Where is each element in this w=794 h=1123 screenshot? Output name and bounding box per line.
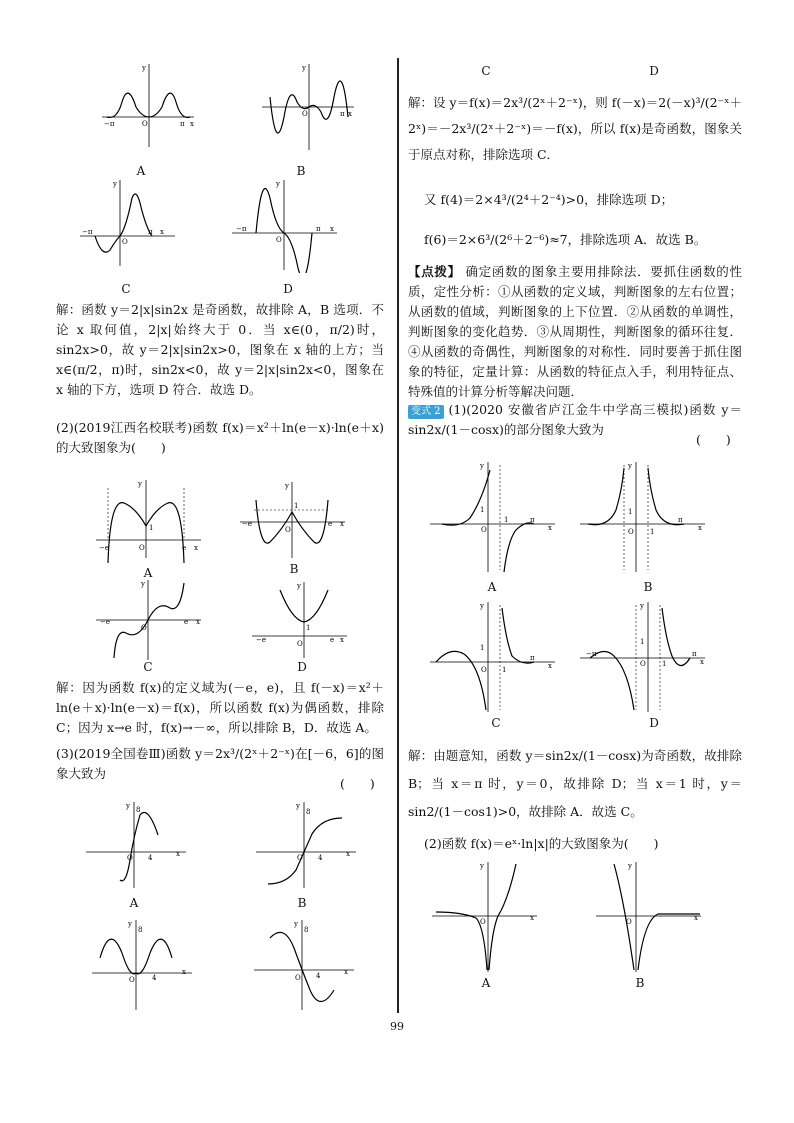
svg-text:O: O [141,624,147,632]
svg-text:8: 8 [138,926,143,934]
svg-text:1: 1 [650,528,655,536]
svg-text:π: π [148,228,153,236]
page-number: 99 [390,1020,404,1033]
v1-solution: 解：由题意知，函数 y＝sin2x/(1－cosx)为奇函数，故排除 B；当 x＝π 时，y＝0，故排除 D；当 x＝1 时，y＝sin2/(1－cos1)>0，故排除 A．故选 C。 [408,748,742,819]
svg-text:O: O [122,238,128,246]
tip-body: 确定函数的图象主要用排除法．要抓住函数的性质，定性分析：①从函数的定义域，判断图象的左右位置；从函数的值域，判断图象的上下位置．②从函数的单调性，判断图象的变化趋势．③从周期性，判断图象的循环往复．④从函数的奇偶性，判断图象的对称性．同时要善于抓住图象的特征，定量计算：从函数的特征点入手，利用特征点、特殊值的计算分析等解决问题． [408,264,742,399]
svg-text:x: x [700,658,704,666]
variant-question-1 [408,400,742,440]
svg-text:y: y [480,602,484,610]
q3-label-c: C [481,64,491,78]
v2-label-a: A [481,976,491,990]
svg-text:x: x [344,968,348,976]
svg-text:y: y [640,602,644,610]
q1-label-d: D [283,282,293,296]
svg-text:y: y [285,482,289,490]
q1-graph-c [80,178,180,268]
svg-text:y: y [297,582,301,590]
q2-graph-d [252,580,352,660]
q3-graph-a [86,800,196,890]
svg-text:−π: −π [586,650,597,658]
svg-text:4: 4 [152,974,157,982]
q2-label-a: A [143,566,153,580]
svg-text:x: x [194,544,198,552]
svg-text:y: y [138,480,142,488]
q3-label-a: A [129,896,139,910]
svg-text:x: x [160,228,164,236]
svg-text:x: x [340,636,344,644]
svg-text:x: x [530,914,534,922]
svg-text:x: x [694,914,698,922]
v2-label-b: B [635,976,645,990]
svg-text:O: O [139,544,145,552]
svg-text:x: x [182,968,186,976]
svg-text:x: x [548,662,552,670]
q1-graph-b [262,62,357,152]
svg-text:O: O [481,666,487,674]
q2-graph-b [240,480,350,560]
q3-solution-part1: 解：设 y＝f(x)＝2x³/(2ˣ＋2⁻ˣ)，则 f(－x)＝2(－x)³/(2⁻ˣ＋2ˣ)＝－2x³/(2ˣ＋2⁻ˣ)＝－f(x)，所以 f(x)是奇函数，图象关于原点对称，排除选项 C． [408,95,742,162]
svg-text:−π: −π [82,228,93,236]
svg-text:−e: −e [256,636,267,644]
svg-text:π: π [678,516,683,524]
q3-stem: (3)(2019全国卷Ⅲ)函数 y＝2x³/(2ˣ＋2⁻ˣ)在[－6，6]的图象大致为 [56,746,384,781]
svg-text:O: O [626,918,632,926]
q2-solution: 解：因为函数 f(x)的定义域为(－e，e)，且 f(－x)＝x²＋ln(e＋x)·ln(e－x)＝f(x)，所以函数 f(x)为偶函数，排除 C；因为 x→e 时，f(x)→－∞，所以排除 B，D．故选 A。 [56,680,384,735]
q3-label-d: D [649,64,659,78]
svg-text:y: y [302,64,306,72]
svg-text:O: O [129,976,135,984]
q2-label-c: C [143,660,153,674]
svg-text:y: y [480,462,484,470]
svg-text:x: x [176,850,180,858]
svg-text:y: y [141,580,145,588]
svg-text:x: x [346,850,350,858]
v2-graph-a [432,860,542,975]
v1-graph-b [580,460,710,575]
svg-text:O: O [276,236,282,244]
svg-text:y: y [276,180,280,188]
svg-text:π: π [692,650,697,658]
q2-stem: (2)(2019江西名校联考)函数 f(x)＝x²＋ln(e－x)·ln(e＋x)的大致图象为( ) [56,420,384,455]
svg-text:O: O [142,120,148,128]
svg-text:π: π [530,516,535,524]
v1-label-a: A [487,580,497,594]
svg-text:−e: −e [100,618,111,626]
svg-text:−π: −π [236,225,247,233]
q1-label-a: A [136,164,146,178]
svg-text:−π: −π [104,120,115,128]
q3-solution-part2: 又 f(4)＝2×4³/(2⁴＋2⁻⁴)>0，排除选项 D； [424,192,674,207]
q2-label-d: D [297,660,307,674]
svg-text:π: π [530,654,535,662]
v1-label-d: D [649,716,659,730]
svg-text:1: 1 [294,502,299,510]
svg-text:π: π [180,120,185,128]
svg-text:y: y [294,920,298,928]
svg-text:4: 4 [148,854,153,862]
svg-text:y: y [113,180,117,188]
v1-label-b: B [643,580,653,594]
svg-text:8: 8 [136,806,141,814]
q3-graph-b [256,800,366,890]
svg-text:O: O [640,660,646,668]
svg-text:O: O [297,640,303,648]
svg-text:O: O [302,110,308,118]
svg-text:1: 1 [662,660,667,668]
svg-text:y: y [296,802,300,810]
svg-text:4: 4 [318,854,323,862]
svg-text:8: 8 [304,926,309,934]
q1-solution: 解：函数 y＝2|x|sin2x 是奇函数，故排除 A，B 选项．不论 x 取何值，2|x|始终大于 0．当 x∈(0，π/2)时，sin2x>0，故 y＝2|x|sin2x>0，图象在 x 轴的上方；当 x∈(π/2，π)时，sin2x<0，故 y＝2|x|sin2x<0，图象在 x 轴的下方，选项 D 符合．故选 D。 [56,302,384,397]
svg-text:1: 1 [149,524,154,532]
tip-title: 【点拨】 [408,264,461,279]
svg-text:π: π [340,110,345,118]
q1-graph-d [232,178,342,273]
svg-text:1: 1 [640,638,645,646]
svg-text:−e: −e [242,520,253,528]
svg-text:1: 1 [502,666,507,674]
svg-text:O: O [628,528,634,536]
svg-text:e: e [182,544,187,552]
svg-text:y: y [628,862,632,870]
v1-graph-a [430,460,560,575]
v1-answer-paren: ( ) [696,432,731,447]
v1-label-c: C [491,716,501,730]
svg-text:1: 1 [628,508,633,516]
svg-text:1: 1 [504,516,509,524]
variant-tag: 变式 2 [408,405,444,419]
svg-text:4: 4 [316,972,321,980]
svg-text:x: x [340,520,344,528]
q1-label-b: B [296,164,306,178]
q1-label-c: C [121,282,131,296]
variant-2-stem: (2)函数 f(x)＝eˣ·ln|x|的大致图象为( ) [424,836,659,851]
q2-graph-c [96,578,206,663]
svg-text:O: O [481,526,487,534]
svg-text:x: x [330,225,334,233]
svg-text:y: y [128,920,132,928]
svg-text:x: x [698,524,702,532]
svg-text:y: y [628,462,632,470]
v1-graph-d [580,600,710,715]
svg-text:O: O [297,854,303,862]
q3-answer-paren: ( ) [340,776,375,791]
q1-graph-a [102,62,197,152]
svg-text:π: π [316,225,321,233]
svg-text:y: y [480,862,484,870]
svg-text:1: 1 [480,506,485,514]
svg-text:x: x [196,618,200,626]
svg-text:8: 8 [306,808,311,816]
q3-graph-d [254,918,364,1013]
svg-text:e: e [184,618,189,626]
variant-1-stem: (1)(2020 安徽省庐江金牛中学高三模拟)函数 y＝sin2x/(1－cosx)的部分图象大致为 [408,402,742,437]
svg-text:x: x [348,110,352,118]
svg-text:1: 1 [306,624,311,632]
svg-text:y: y [126,802,130,810]
svg-text:O: O [127,854,133,862]
svg-text:e: e [330,636,335,644]
svg-text:x: x [548,524,552,532]
q3-solution-part3: f(6)＝2×6³/(2⁶＋2⁻⁶)≈7，排除选项 A．故选 B。 [424,232,707,247]
tip-box [408,262,742,402]
svg-text:O: O [295,974,301,982]
svg-text:−e: −e [99,544,110,552]
svg-text:e: e [328,520,333,528]
q3-label-b: B [297,896,307,910]
v1-graph-c [430,600,560,715]
svg-text:y: y [142,64,146,72]
svg-text:x: x [190,120,194,128]
svg-text:O: O [480,918,486,926]
q2-label-b: B [289,562,299,576]
svg-text:O: O [285,526,291,534]
v2-graph-b [596,860,706,975]
q2-graph-a [96,478,206,563]
column-divider [397,58,399,1013]
svg-text:1: 1 [480,644,485,652]
q3-graph-c [92,918,202,1013]
